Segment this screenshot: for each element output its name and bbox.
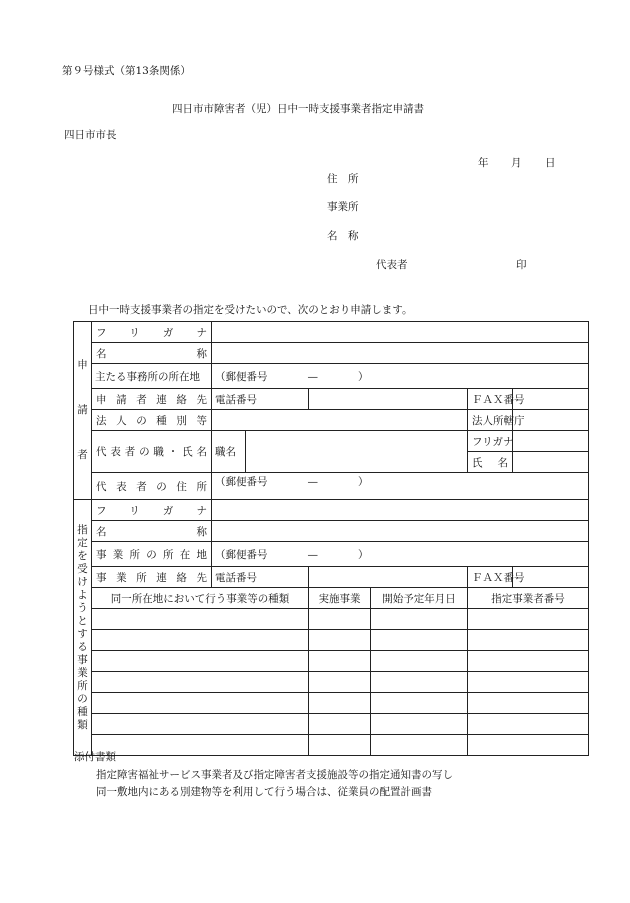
input-rep-address[interactable]: （郵便番号 — ） — [212, 473, 589, 490]
label-fac-contact: 事業所連絡先 — [92, 567, 212, 588]
label-rep-name: 氏名 — [468, 452, 513, 473]
date-day-label: 日 — [545, 157, 556, 169]
application-form-table — [73, 321, 589, 756]
cell-start-date[interactable] — [371, 693, 468, 714]
input-corp-type[interactable] — [212, 410, 468, 431]
row-rep-furigana — [74, 431, 589, 452]
input-rep-address-cont[interactable] — [212, 489, 589, 500]
applicant-office-label: 事業所 — [327, 201, 359, 213]
attachment-item: 指定障害福祉サービス事業者及び指定障害者支援施設等の指定通知書の写し — [96, 769, 453, 781]
input-fac-phone[interactable] — [309, 567, 468, 588]
label-phone: 電話番号 — [212, 389, 309, 410]
date-month-label: 月 — [511, 157, 522, 169]
label-applicant-contact: 申請者連絡先 — [92, 389, 212, 410]
label-name: 名称 — [92, 343, 212, 364]
input-phone[interactable] — [309, 389, 468, 410]
label-rep-address: 代表者の住所 — [92, 473, 212, 500]
table-row — [74, 609, 589, 630]
applicant-address-label: 住 所 — [327, 173, 359, 185]
table-row — [74, 735, 589, 756]
cell-business-type[interactable] — [92, 630, 309, 651]
cell-business-type[interactable] — [92, 609, 309, 630]
seal-label: 印 — [516, 259, 527, 271]
addressee: 四日市市長 — [64, 129, 117, 141]
row-rep-address — [74, 473, 589, 490]
cell-start-date[interactable] — [371, 630, 468, 651]
row-contact — [74, 389, 589, 410]
label-corp-type: 法人の種別等 — [92, 410, 212, 431]
table-row — [74, 630, 589, 651]
cell-start-date[interactable] — [371, 609, 468, 630]
cell-provider-number[interactable] — [468, 672, 589, 693]
cell-start-date[interactable] — [371, 714, 468, 735]
input-name[interactable] — [212, 343, 589, 364]
input-main-office-location[interactable]: （郵便番号 — ） — [212, 364, 589, 389]
label-position: 職名 — [212, 431, 246, 473]
row-name — [74, 343, 589, 364]
attachments-heading: 添付書類 — [74, 751, 116, 763]
cell-business-type[interactable] — [92, 714, 309, 735]
cell-provider-number[interactable] — [468, 735, 589, 756]
section-facility-label: 指 定 を 受 け よ う と す る 事 業 所 の 種 類 — [74, 500, 92, 756]
input-furigana[interactable] — [212, 322, 589, 343]
applicant-name-label: 名 称 — [327, 230, 359, 242]
cell-implemented[interactable] — [309, 651, 371, 672]
col-provider-number: 指定事業者番号 — [468, 588, 589, 609]
input-rep-furigana[interactable] — [513, 431, 589, 452]
cell-implemented[interactable] — [309, 630, 371, 651]
label-fax: ＦＡＸ番号 — [468, 389, 513, 410]
form-number: 第９号様式（第13条関係） — [62, 65, 191, 77]
document-title: 四日市市障害者（児）日中一時支援事業者指定申請書 — [172, 103, 424, 115]
cell-business-type[interactable] — [92, 651, 309, 672]
cell-provider-number[interactable] — [468, 693, 589, 714]
row-furigana — [74, 322, 589, 343]
cell-implemented[interactable] — [309, 609, 371, 630]
cell-implemented[interactable] — [309, 693, 371, 714]
row-business-header — [74, 588, 589, 609]
label-rep-furigana: フリガナ — [468, 431, 513, 452]
table-row — [74, 672, 589, 693]
row-main-office — [74, 364, 589, 389]
input-position[interactable] — [246, 431, 468, 473]
row-fac-name — [74, 521, 589, 542]
label-fac-phone: 電話番号 — [212, 567, 309, 588]
cell-business-type[interactable] — [92, 672, 309, 693]
label-fac-name: 名称 — [92, 521, 212, 542]
representative-label: 代表者 — [376, 259, 408, 271]
label-fac-fax: ＦＡＸ番号 — [468, 567, 513, 588]
input-rep-name[interactable] — [513, 452, 589, 473]
label-fac-location: 事業所の所在地 — [92, 542, 212, 567]
cell-provider-number[interactable] — [468, 714, 589, 735]
label-main-office-location: 主たる事務所の所在地 — [92, 364, 212, 389]
date-year-label: 年 — [478, 157, 489, 169]
cell-business-type[interactable] — [92, 735, 309, 756]
intro-text: 日中一時支援事業者の指定を受けたいので、次のとおり申請します。 — [88, 304, 413, 316]
row-fac-contact — [74, 567, 589, 588]
col-business-type: 同一所在地において行う事業等の種類 — [92, 588, 309, 609]
table-row — [74, 693, 589, 714]
col-start-date: 開始予定年月日 — [371, 588, 468, 609]
attachment-item: 同一敷地内にある別建物等を利用して行う場合は、従業員の配置計画書 — [96, 786, 432, 798]
input-fac-name[interactable] — [212, 521, 589, 542]
col-implemented: 実施事業 — [309, 588, 371, 609]
cell-start-date[interactable] — [371, 672, 468, 693]
label-furigana: フリガナ — [92, 322, 212, 343]
cell-implemented[interactable] — [309, 672, 371, 693]
row-corp-type — [74, 410, 589, 431]
row-fac-location — [74, 542, 589, 567]
cell-provider-number[interactable] — [468, 609, 589, 630]
cell-provider-number[interactable] — [468, 651, 589, 672]
cell-start-date[interactable] — [371, 735, 468, 756]
label-fac-furigana: フリガナ — [92, 500, 212, 521]
table-row — [74, 714, 589, 735]
cell-implemented[interactable] — [309, 735, 371, 756]
cell-start-date[interactable] — [371, 651, 468, 672]
input-fac-location[interactable]: （郵便番号 — ） — [212, 542, 589, 567]
section-applicant-label: 申 請 者 — [74, 322, 92, 500]
input-fac-furigana[interactable] — [212, 500, 589, 521]
cell-business-type[interactable] — [92, 693, 309, 714]
row-fac-furigana — [74, 500, 589, 521]
cell-implemented[interactable] — [309, 714, 371, 735]
cell-provider-number[interactable] — [468, 630, 589, 651]
label-rep-title-name: 代表者の職・氏名 — [92, 431, 212, 473]
table-row — [74, 651, 589, 672]
label-corp-authority: 法人所轄庁 — [468, 410, 513, 431]
